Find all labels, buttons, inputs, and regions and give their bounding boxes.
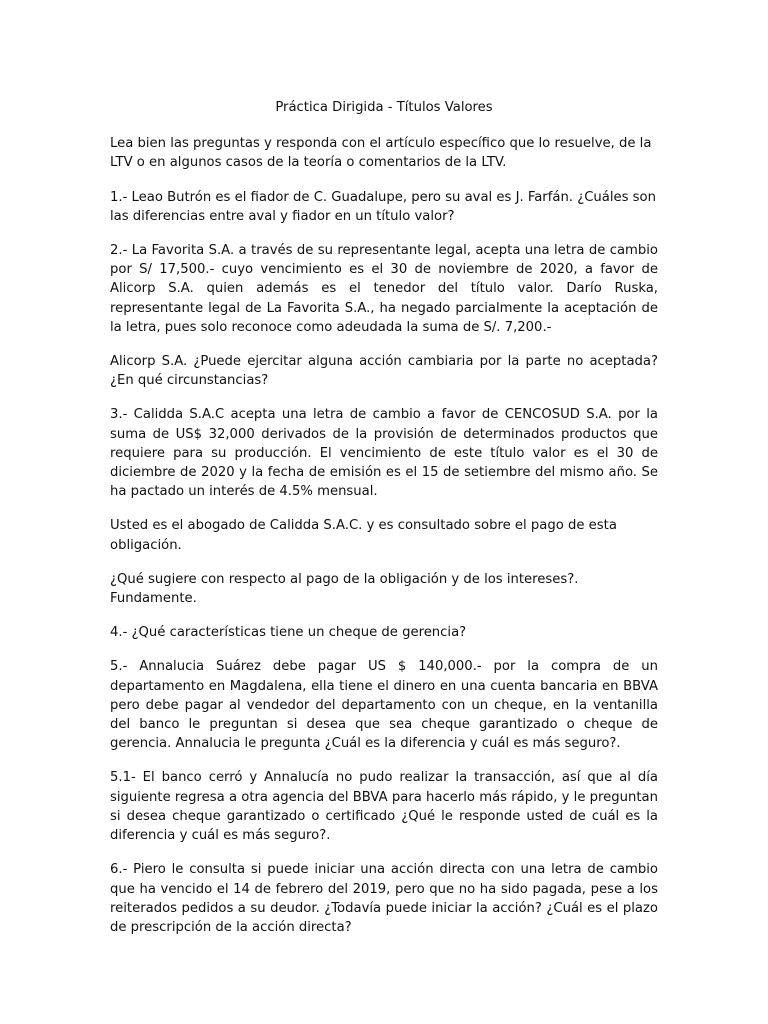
- question-1: 1.- Leao Butrón es el fiador de C. Guadalupe, pero su aval es J. Farfán. ¿Cuáles son las diferencias entre aval y fiador en un título valor?: [110, 189, 656, 224]
- document-title: Práctica Dirigida - Títulos Valores: [275, 100, 493, 115]
- instructions-paragraph: Lea bien las preguntas y responda con el artículo específico que lo resuelve, de la LTV o en algunos casos de la teoría o comentarios de la LTV.: [110, 136, 652, 171]
- question-2-followup: Alicorp S.A. ¿Puede ejercitar alguna acción cambiaria por la parte no aceptada? ¿En qué circunstancias?: [110, 354, 658, 389]
- question-4: 4.- ¿Qué características tiene un cheque de gerencia?: [110, 625, 467, 641]
- question-6: 6.- Piero le consulta si puede iniciar una acción directa con una letra de cambio que ha vencido el 14 de febrero del 2019, pero que no ha sido pagada, pese a los reiterados pedidos a su deudor. ¿Todavía puede iniciar la acción? ¿Cuál es el plazo de prescripción de la acción directa?: [110, 862, 658, 935]
- question-5-1: 5.1- El banco cerró y Annalucía no pudo realizar la transacción, así que al día siguiente regresa a otra agencia del BBVA para hacerlo más rápido, y le preguntan si desea cheque garantizado o certificado ¿Qué le responde usted de cuál es la diferencia y cuál es más seguro?.: [110, 770, 658, 844]
- question-3-followup: ¿Qué sugiere con respecto al pago de la obligación y de los intereses?. Fundamente.: [110, 571, 579, 607]
- question-2: 2.- La Favorita S.A. a través de su representante legal, acepta una letra de cambio por S/ 17,500.- cuyo vencimiento es el 30 de noviembre de 2020, a favor de Alicorp S.A. quien además es el tenedor del título valor. Darío Ruska, representante legal de La Favorita S.A., ha negado parcialmente la aceptación de la letra, pues solo reconoce como adeudada la suma de S/. 7,200.-: [110, 243, 658, 335]
- question-3: 3.- Calidda S.A.C acepta una letra de cambio a favor de CENCOSUD S.A. por la suma de US$ 32,000 derivados de la provisión de determinados productos que requiere para su producción. El vencimiento de este título valor es el 30 de diciembre de 2020 y la fecha de emisión es el 15 de setiembre del mismo año. Se ha pactado un interés de 4.5% mensual.: [110, 407, 658, 500]
- document-page: [110, 98, 658, 952]
- question-3-context: Usted es el abogado de Calidda S.A.C. y es consultado sobre el pago de esta obligación.: [110, 518, 617, 553]
- question-5: 5.- Annalucia Suárez debe pagar US $ 140,000.- por la compra de un departamento en Magdalena, ella tiene el dinero en una cuenta bancaria en BBVA pero debe pagar al vendedor del departamento con un cheque, en la ventanilla del banco le preguntan si desea que sea cheque garantizado o cheque de gerencia. Annalucia le pregunta ¿Cuál es la diferencia y cuál es más seguro?.: [110, 659, 658, 752]
